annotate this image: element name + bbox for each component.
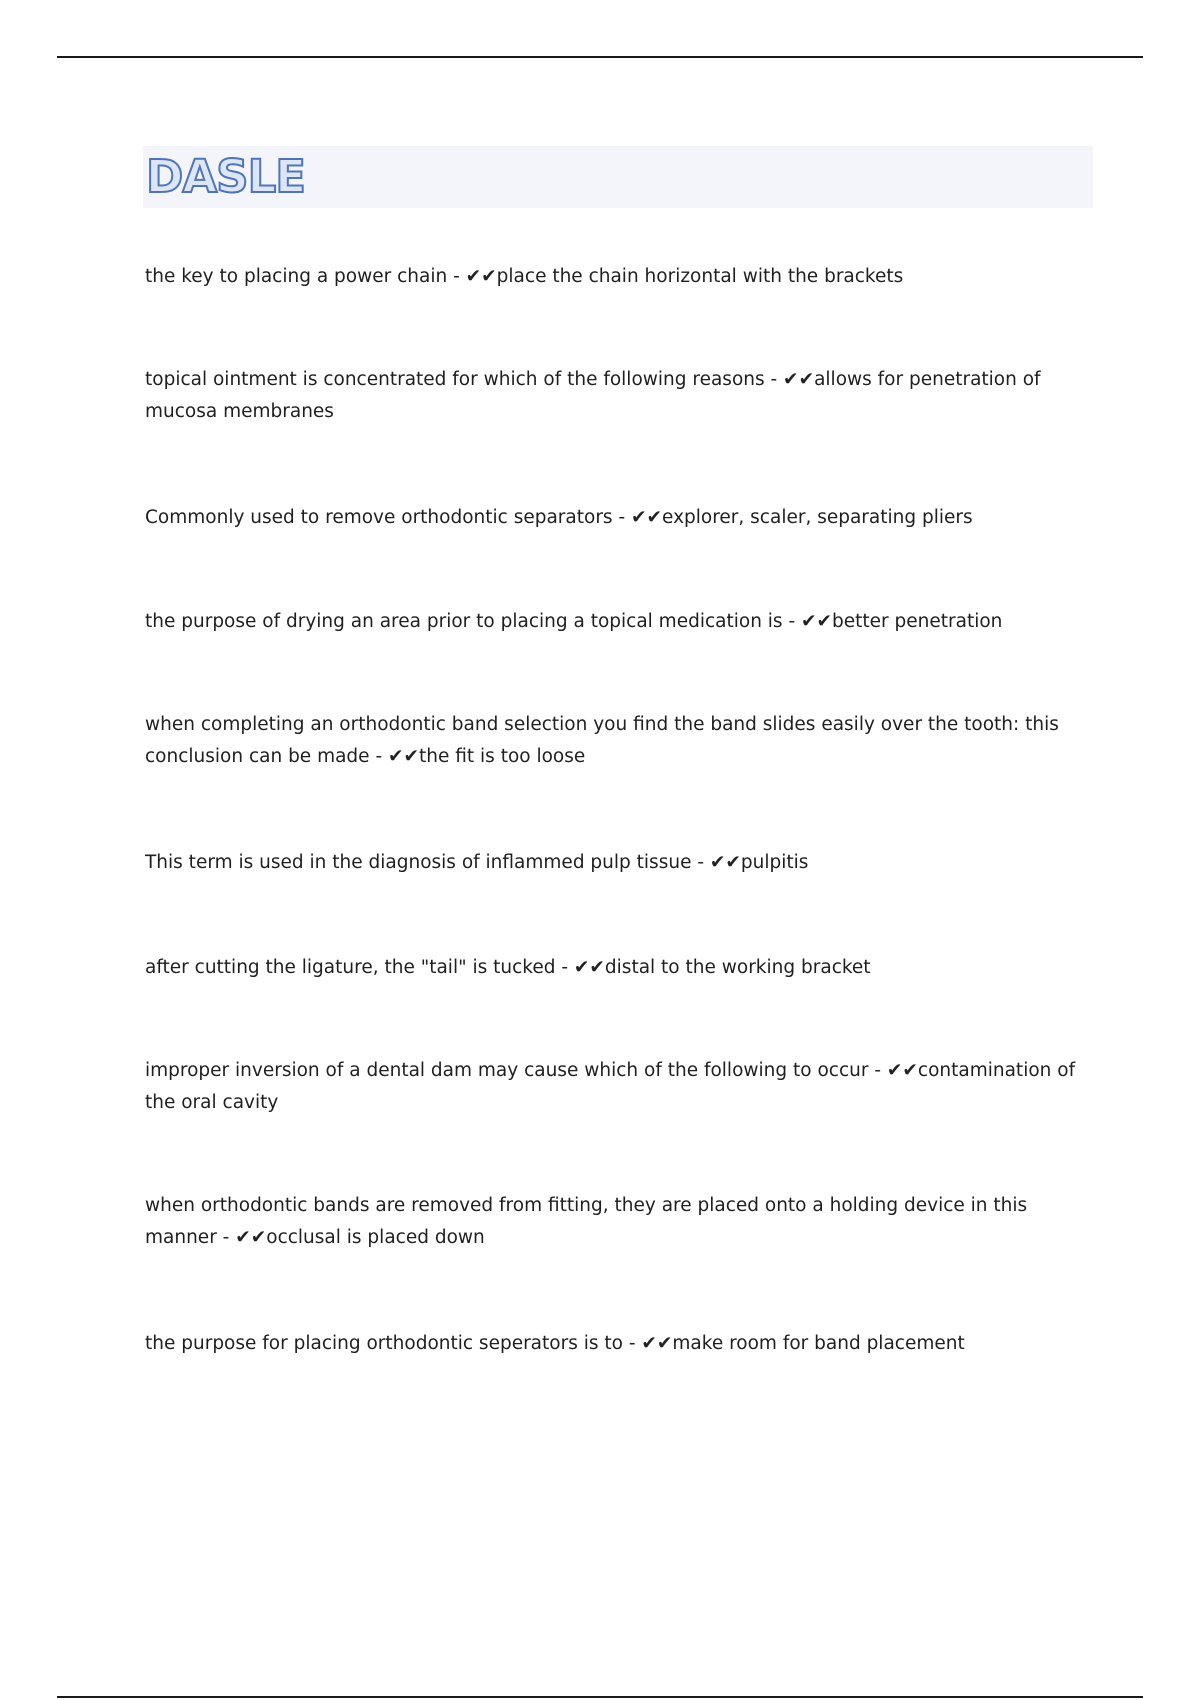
qa-item-6: [145, 847, 1085, 879]
question-text: topical ointment is concentrated for which of the following reasons: [145, 369, 765, 390]
qa-item-10: [145, 1328, 1085, 1360]
question-text: the purpose of drying an area prior to placing a topical medication is: [145, 611, 783, 632]
header-banner: [143, 146, 1093, 208]
answer-text: make room for band placement: [672, 1333, 965, 1354]
dasle-logo: DASLE: [146, 150, 306, 203]
check-separator: - ✔​✔​: [691, 852, 741, 873]
check-separator: - ✔​✔​: [447, 266, 497, 287]
qa-item-1: [145, 261, 1085, 293]
check-separator: - ✔​✔​: [764, 369, 815, 390]
question-text: the key to placing a power chain: [145, 266, 448, 287]
question-text: This term is used in the diagnosis of inflammed pulp tissue: [145, 852, 692, 873]
question-text: when completing an orthodontic band selection you find the band slides easily over the tooth: this conclusion can be made: [145, 714, 1059, 767]
answer-text: the fit is too loose: [419, 746, 586, 767]
answer-text: distal to the working bracket: [604, 957, 871, 978]
check-separator: - ✔​✔​: [369, 746, 420, 767]
qa-item-8: [145, 1055, 1085, 1119]
question-text: improper inversion of a dental dam may cause which of the following to occur: [145, 1060, 869, 1081]
check-separator: - ✔​✔​: [555, 957, 605, 978]
bottom-rule: [57, 1696, 1143, 1698]
qa-item-9: [145, 1190, 1085, 1254]
check-separator: - ✔​✔​: [622, 1333, 673, 1354]
question-text: after cutting the ligature, the "tail" is tucked: [145, 957, 556, 978]
answer-text: contamination of the oral cavity: [145, 1060, 1076, 1113]
answer-text: place the chain horizontal with the brackets: [496, 266, 904, 287]
answer-text: pulpitis: [740, 852, 809, 873]
check-separator: - ✔​✔​: [782, 611, 833, 632]
check-separator: - ✔​✔​: [612, 507, 663, 528]
qa-item-7: [145, 952, 1085, 984]
question-text: when orthodontic bands are removed from fitting, they are placed onto a holding device in this manner: [145, 1195, 1028, 1248]
answer-text: occlusal is placed down: [266, 1227, 485, 1248]
question-text: Commonly used to remove orthodontic separators: [145, 507, 613, 528]
qa-item-4: [145, 606, 1085, 638]
answer-text: allows for penetration of mucosa membranes: [145, 369, 1041, 422]
check-separator: - ✔​✔​: [216, 1227, 267, 1248]
answer-text: explorer, scaler, separating pliers: [662, 507, 973, 528]
question-text: the purpose for placing orthodontic seperators is to: [145, 1333, 623, 1354]
qa-item-5: [145, 709, 1085, 773]
top-rule: [57, 56, 1143, 58]
qa-item-3: [145, 502, 1085, 534]
answer-text: better penetration: [832, 611, 1003, 632]
qa-item-2: [145, 364, 1085, 428]
check-separator: - ✔​✔​: [868, 1060, 918, 1081]
